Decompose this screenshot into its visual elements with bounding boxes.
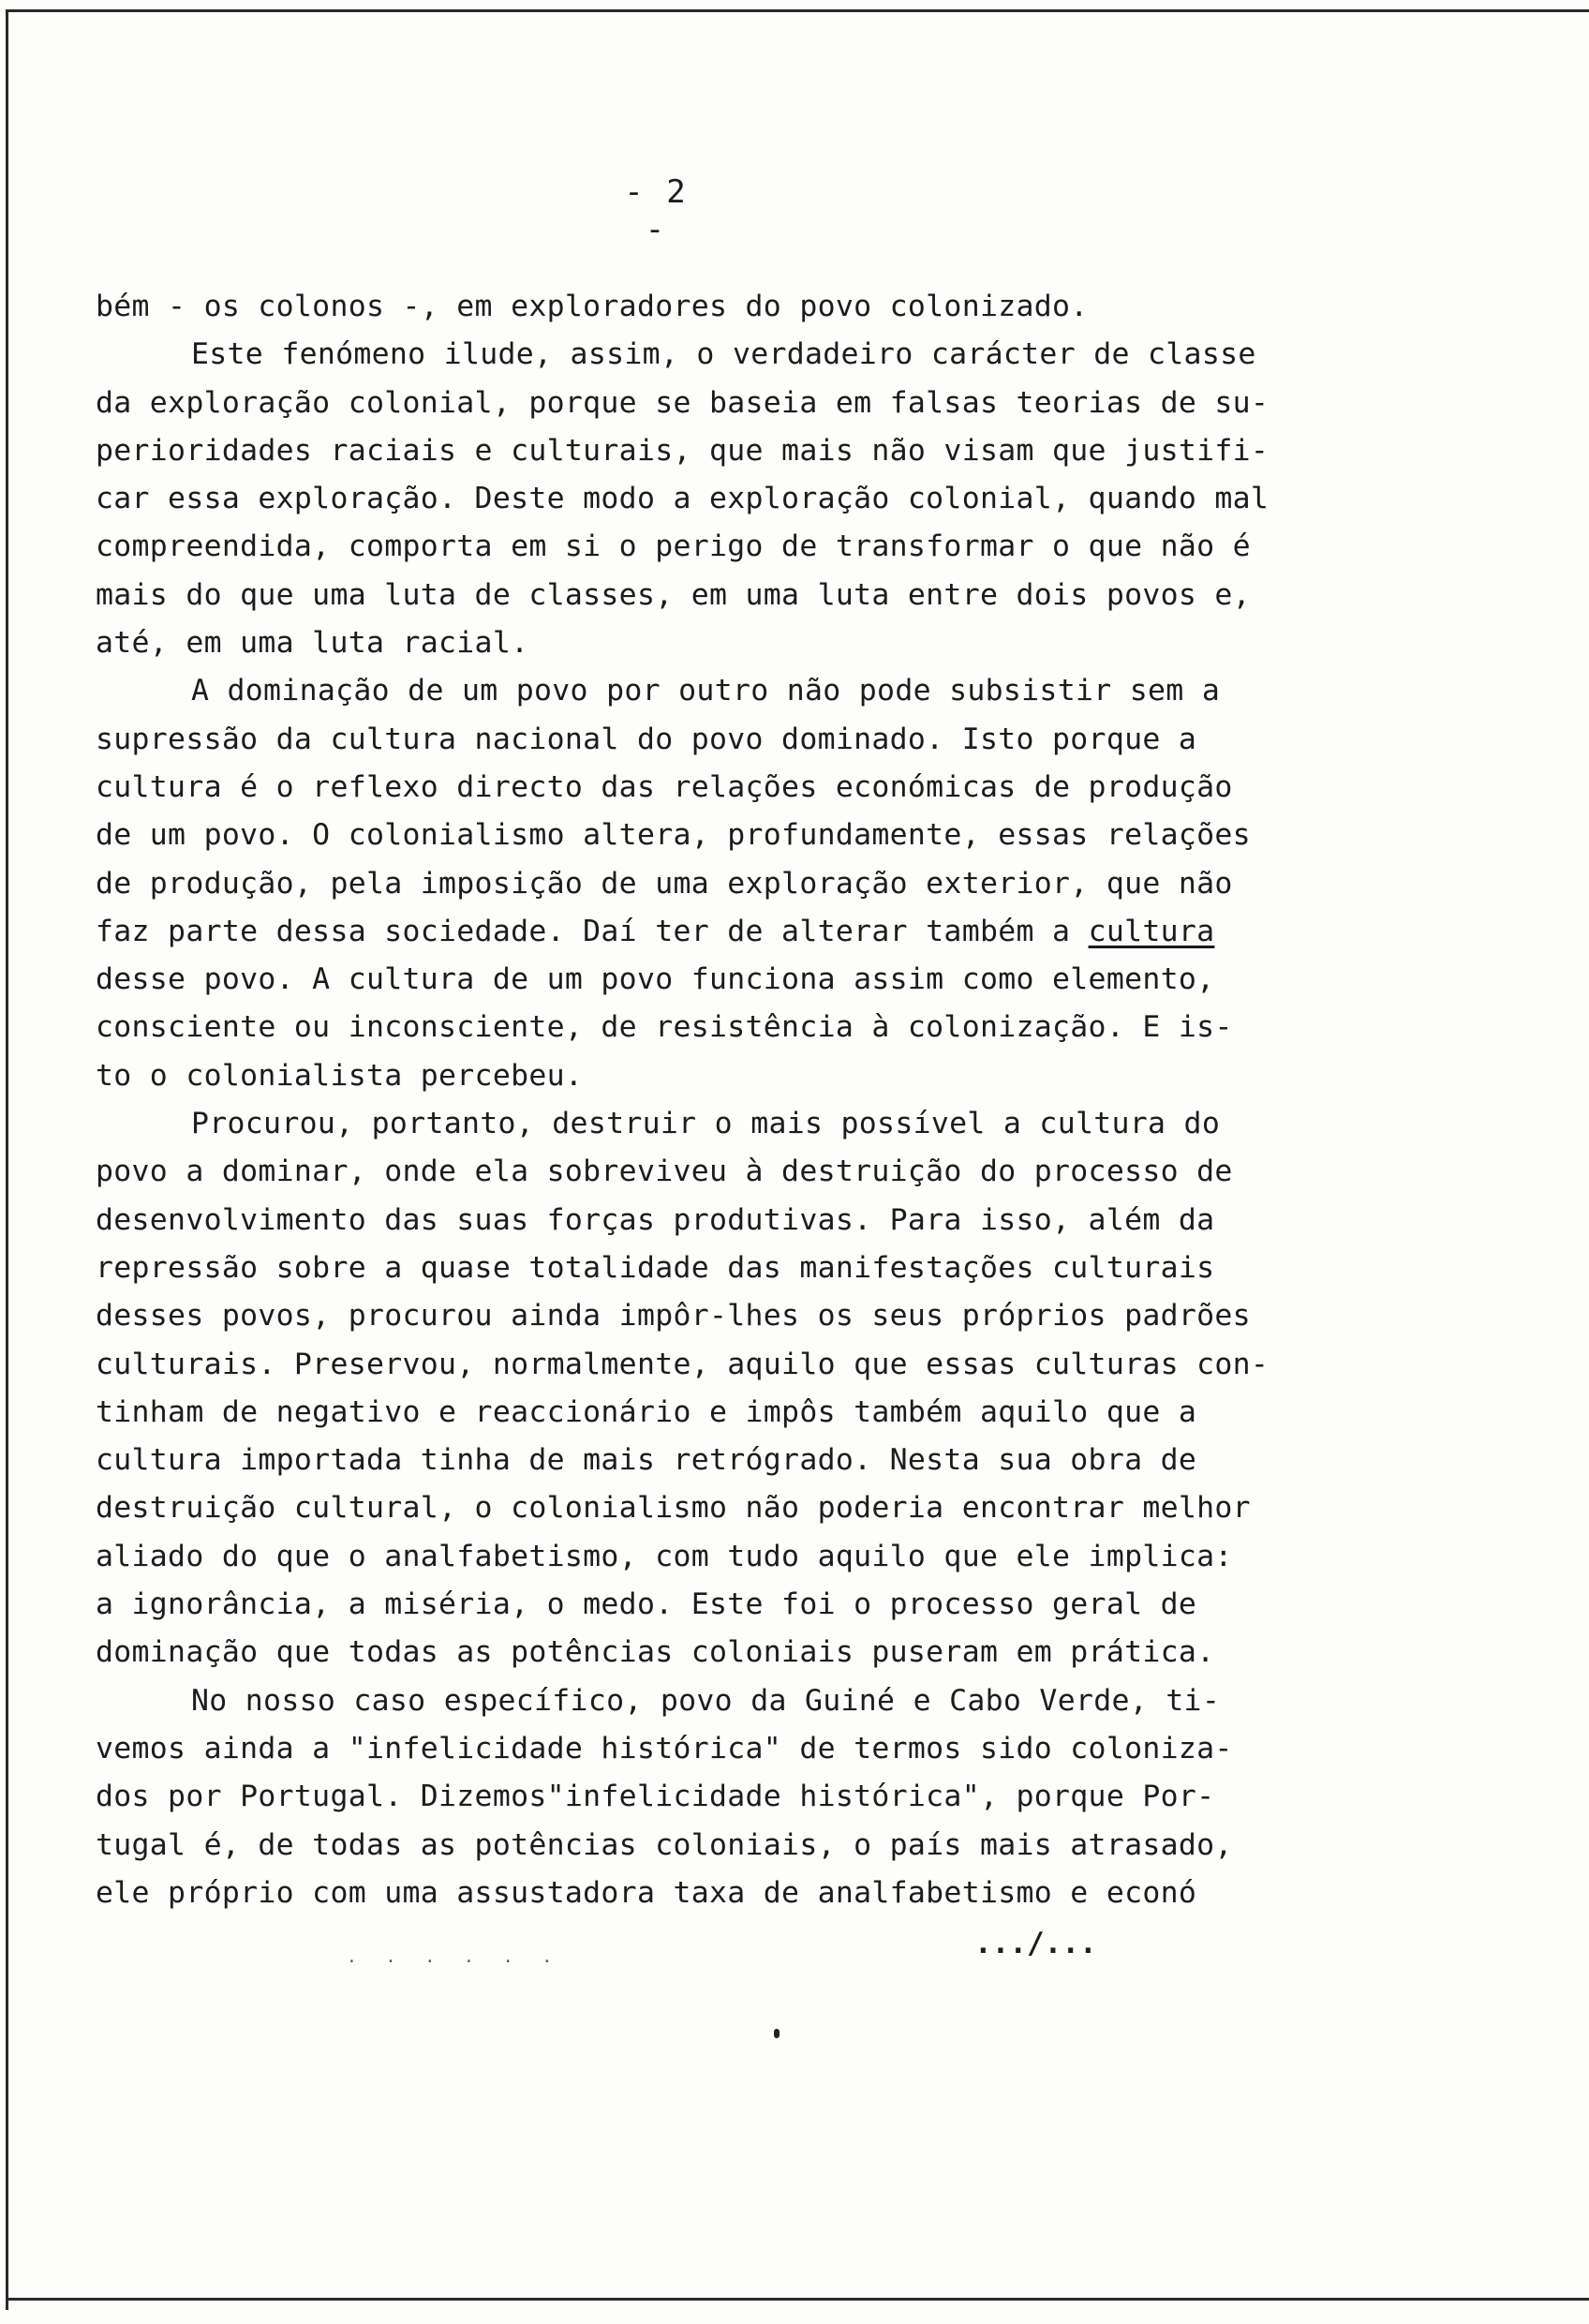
text-line-content: cultura é o reflexo directo das relações económicas de produção bbox=[96, 769, 1233, 804]
text-line bbox=[96, 1100, 1351, 1148]
text-line-content: faz parte dessa sociedade. Daí ter de alterar também a bbox=[96, 914, 1089, 948]
text-line bbox=[96, 812, 1351, 859]
text-line-content: dominação que todas as potências coloniais puseram em prática. bbox=[96, 1635, 1215, 1670]
text-line bbox=[96, 1004, 1351, 1051]
text-line-content: de um povo. O colonialismo altera, profundamente, essas relações bbox=[96, 818, 1251, 853]
continuation-mark: .../... bbox=[974, 1927, 1097, 1960]
text-line-content: destruição cultural, o colonialismo não poderia encontrar melhor bbox=[96, 1491, 1251, 1526]
text-line bbox=[96, 1148, 1351, 1196]
text-line-content: tugal é, de todas as potências coloniais, o país mais atrasado, bbox=[96, 1827, 1233, 1862]
text-line bbox=[96, 283, 1351, 331]
text-line-content: da exploração colonial, porque se baseia em falsas teorias de su- bbox=[96, 385, 1270, 420]
text-line bbox=[96, 619, 1351, 667]
text-line bbox=[96, 1581, 1351, 1629]
text-line bbox=[96, 1197, 1351, 1244]
text-line-content: a ignorância, a miséria, o medo. Este foi o processo geral de bbox=[96, 1587, 1197, 1622]
text-line bbox=[96, 572, 1351, 619]
page-frame-left bbox=[6, 9, 8, 2310]
text-line-content: perioridades raciais e culturais, que mais não visam que justifi- bbox=[96, 433, 1270, 468]
text-line-content: cultura importada tinha de mais retrógrado. Nesta sua obra de bbox=[96, 1443, 1197, 1478]
text-line-content: desses povos, procurou ainda impôr-lhes os seus próprios padrões bbox=[96, 1299, 1251, 1333]
stray-marks: . . . . . . bbox=[347, 1947, 562, 1967]
text-line-content: supressão da cultura nacional do povo dominado. Isto porque a bbox=[96, 722, 1197, 756]
ink-speck bbox=[774, 2029, 780, 2038]
text-line bbox=[96, 475, 1351, 523]
text-line-content: tinham de negativo e reaccionário e impôs também aquilo que a bbox=[96, 1394, 1197, 1429]
text-line-content: Procurou, portanto, destruir o mais possível a cultura do bbox=[191, 1107, 1221, 1141]
text-line-content: de produção, pela imposição de uma exploração exterior, que não bbox=[96, 866, 1233, 901]
text-line bbox=[96, 427, 1351, 475]
text-line-content: to o colonialista percebeu. bbox=[96, 1058, 584, 1093]
text-line bbox=[96, 1437, 1351, 1484]
text-line bbox=[96, 1533, 1351, 1581]
text-line bbox=[96, 1870, 1351, 1917]
page-frame-top bbox=[6, 9, 1589, 12]
text-line bbox=[96, 667, 1351, 715]
text-line-content: ele próprio com uma assustadora taxa de analfabetismo e econó bbox=[96, 1875, 1197, 1910]
text-line bbox=[96, 1244, 1351, 1292]
document-body bbox=[96, 283, 1351, 1917]
text-line bbox=[96, 908, 1351, 956]
text-line-content: A dominação de um povo por outro não pode subsistir sem a bbox=[191, 674, 1221, 708]
text-line bbox=[96, 716, 1351, 764]
text-line-content: No nosso caso específico, povo da Guiné e Cabo Verde, ti- bbox=[191, 1683, 1221, 1718]
text-line-content: dos por Portugal. Dizemos"infelicidade histórica", porque Por- bbox=[96, 1780, 1215, 1814]
text-line-content: Este fenómeno ilude, assim, o verdadeiro carácter de classe bbox=[191, 337, 1256, 372]
text-line-content: povo a dominar, onde ela sobreviveu à destruição do processo de bbox=[96, 1155, 1233, 1189]
text-line bbox=[96, 1677, 1351, 1725]
text-line-content: desenvolvimento das suas forças produtivas. Para isso, além da bbox=[96, 1202, 1215, 1237]
page-number: - 2 - bbox=[624, 173, 688, 248]
underlined-word: cultura bbox=[1088, 914, 1215, 948]
text-line-content: vemos ainda a "infelicidade histórica" de termos sido coloniza- bbox=[96, 1731, 1233, 1765]
text-line bbox=[96, 380, 1351, 427]
text-line bbox=[96, 1629, 1351, 1676]
text-line-content: até, em uma luta racial. bbox=[96, 626, 529, 661]
text-line bbox=[96, 764, 1351, 812]
text-line bbox=[96, 1341, 1351, 1389]
text-line-content: culturais. Preservou, normalmente, aquilo que essas culturas con- bbox=[96, 1347, 1270, 1381]
text-line-content: car essa exploração. Deste modo a exploração colonial, quando mal bbox=[96, 482, 1270, 516]
text-line-content: desse povo. A cultura de um povo funciona assim como elemento, bbox=[96, 962, 1215, 997]
text-line-content: compreendida, comporta em si o perigo de transformar o que não é bbox=[96, 529, 1251, 564]
text-line bbox=[96, 1052, 1351, 1100]
text-line bbox=[96, 1484, 1351, 1532]
text-line bbox=[96, 1822, 1351, 1870]
text-line-content: aliado do que o analfabetismo, com tudo aquilo que ele implica: bbox=[96, 1539, 1233, 1573]
text-line-content: consciente ou inconsciente, de resistência à colonização. E is- bbox=[96, 1010, 1233, 1045]
page-frame-bottom bbox=[6, 2298, 1589, 2301]
text-line bbox=[96, 1292, 1351, 1340]
text-line bbox=[96, 331, 1351, 379]
text-line bbox=[96, 1773, 1351, 1821]
text-line-content: mais do que uma luta de classes, em uma luta entre dois povos e, bbox=[96, 577, 1251, 612]
text-line-content: repressão sobre a quase totalidade das manifestações culturais bbox=[96, 1250, 1215, 1285]
text-line bbox=[96, 956, 1351, 1004]
text-line bbox=[96, 1389, 1351, 1437]
text-line bbox=[96, 860, 1351, 908]
text-line bbox=[96, 523, 1351, 571]
text-line bbox=[96, 1725, 1351, 1773]
text-line-content: bém - os colonos -, em exploradores do povo colonizado. bbox=[96, 290, 1089, 323]
